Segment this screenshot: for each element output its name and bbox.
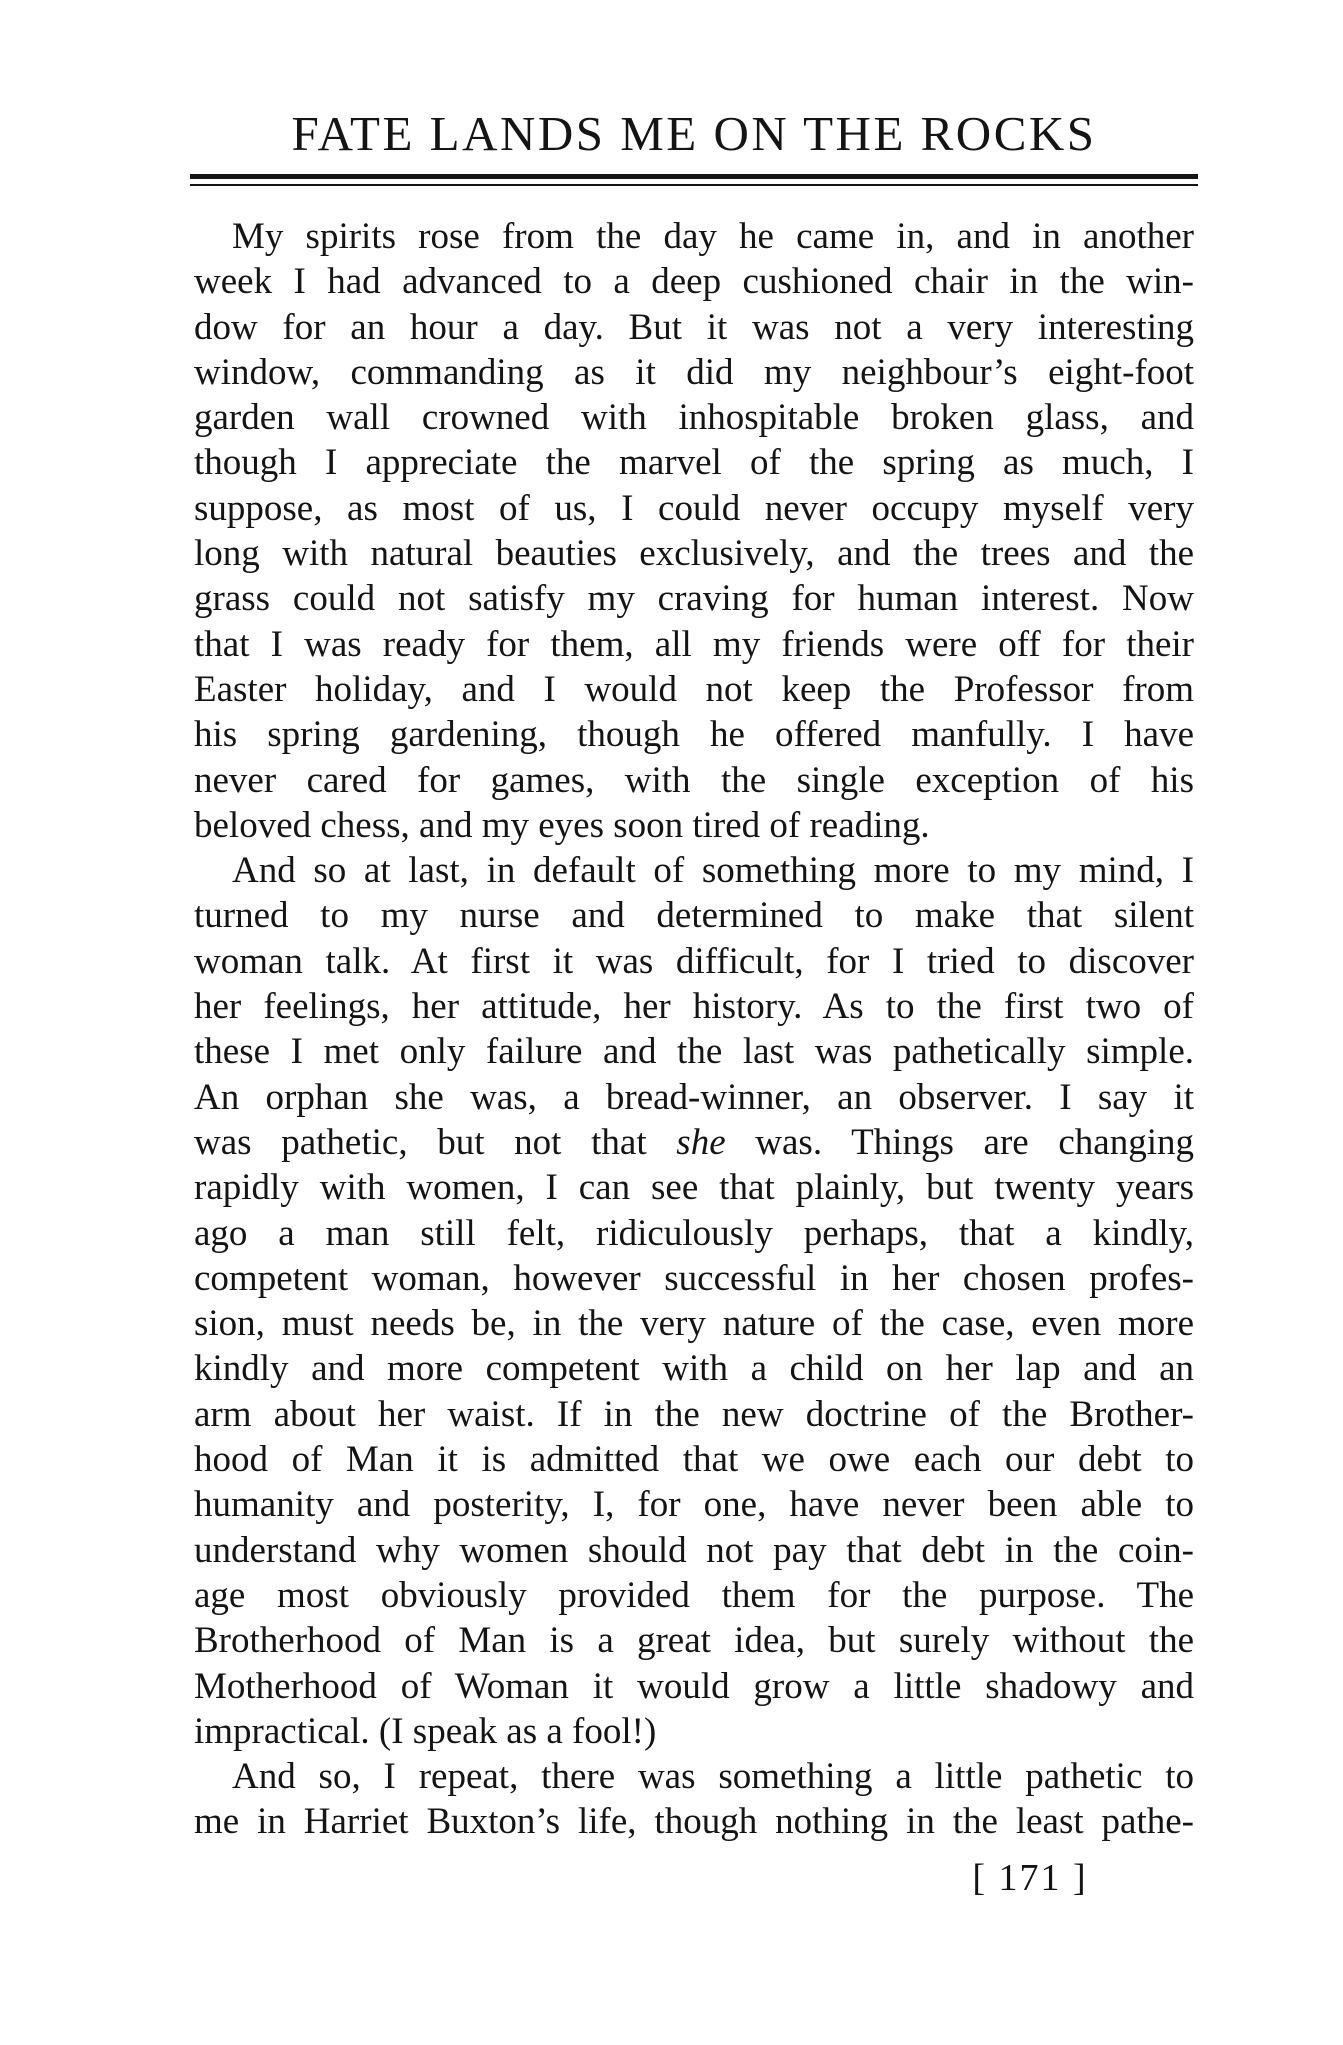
text-line: hood of Man it is admitted that we owe each our debt to (194, 1439, 1194, 1481)
text-line: window, commanding as it did my neighbour’s eight-foot (194, 351, 1194, 393)
text-line: garden wall crowned with inhospitable broken glass, and (194, 397, 1194, 439)
header-rule-thin (190, 184, 1198, 186)
text-line: And so, I repeat, there was something a little pathetic to (232, 1756, 1194, 1798)
text-line: week I had advanced to a deep cushioned chair in the win- (194, 261, 1194, 303)
text-line: me in Harriet Buxton’s life, though nothing in the least pathe- (194, 1801, 1194, 1843)
text-segment: was. Things are changing (725, 1121, 1194, 1163)
text-segment: was pathetic, but not that (194, 1121, 647, 1163)
text-line: kindly and more competent with a child on her lap and an (194, 1348, 1194, 1390)
text-line: beloved chess, and my eyes soon tired of reading. (194, 804, 930, 846)
text-line: competent woman, however successful in her chosen profes- (194, 1257, 1194, 1299)
text-line: grass could not satisfy my craving for human interest. Now (194, 578, 1194, 620)
text-line: ago a man still felt, ridiculously perhaps, that a kindly, (194, 1212, 1194, 1254)
italic-word: she (676, 1121, 726, 1163)
text-line: impractical. (I speak as a fool!) (194, 1710, 657, 1752)
text-line-with-italic (194, 1120, 1194, 1165)
text-line: that I was ready for them, all my friends were off for their (194, 623, 1194, 665)
text-line: long with natural beauties exclusively, and the trees and the (194, 533, 1194, 575)
text-line: humanity and posterity, I, for one, have never been able to (194, 1484, 1194, 1526)
body-text (194, 214, 1194, 1845)
text-line: My spirits rose from the day he came in, and in another (232, 216, 1194, 257)
text-line: rapidly with women, I can see that plainly, but twenty years (194, 1167, 1194, 1209)
text-line: turned to my nurse and determined to make that silent (194, 895, 1194, 937)
paragraph-1 (194, 214, 1194, 848)
text-line: age most obviously provided them for the purpose. The (194, 1574, 1194, 1616)
text-line: sion, must needs be, in the very nature of the case, even more (194, 1303, 1194, 1345)
paragraph-3 (194, 1754, 1194, 1845)
running-head: FATE LANDS ME ON THE ROCKS (291, 106, 1097, 161)
text-line: these I met only failure and the last was pathetically simple. (194, 1031, 1194, 1073)
text-line: though I appreciate the marvel of the spring as much, I (194, 442, 1194, 484)
text-line: Motherhood of Woman it would grow a little shadowy and (194, 1665, 1194, 1707)
text-line: Easter holiday, and I would not keep the Professor from (194, 668, 1194, 710)
text-line: his spring gardening, though he offered manfully. I have (194, 714, 1194, 756)
paragraph-2 (194, 848, 1194, 1754)
header-rule-thick (190, 174, 1198, 179)
text-line: her feelings, her attitude, her history. As to the first two of (194, 986, 1194, 1028)
text-line: suppose, as most of us, I could never occupy myself very (194, 487, 1194, 529)
page-number: [ 171 ] (972, 1857, 1088, 1899)
text-line: An orphan she was, a bread-winner, an observer. I say it (194, 1076, 1194, 1118)
text-line: Brotherhood of Man is a great idea, but surely without the (194, 1620, 1194, 1662)
text-line: And so at last, in default of something more to my mind, I (232, 850, 1194, 892)
text-line: understand why women should not pay that debt in the coin- (194, 1529, 1194, 1571)
text-line: dow for an hour a day. But it was not a very interesting (194, 306, 1194, 348)
text-line: woman talk. At first it was difficult, for I tried to discover (194, 940, 1194, 982)
text-line: arm about her waist. If in the new doctrine of the Brother- (194, 1393, 1194, 1435)
text-line: never cared for games, with the single exception of his (194, 759, 1194, 801)
